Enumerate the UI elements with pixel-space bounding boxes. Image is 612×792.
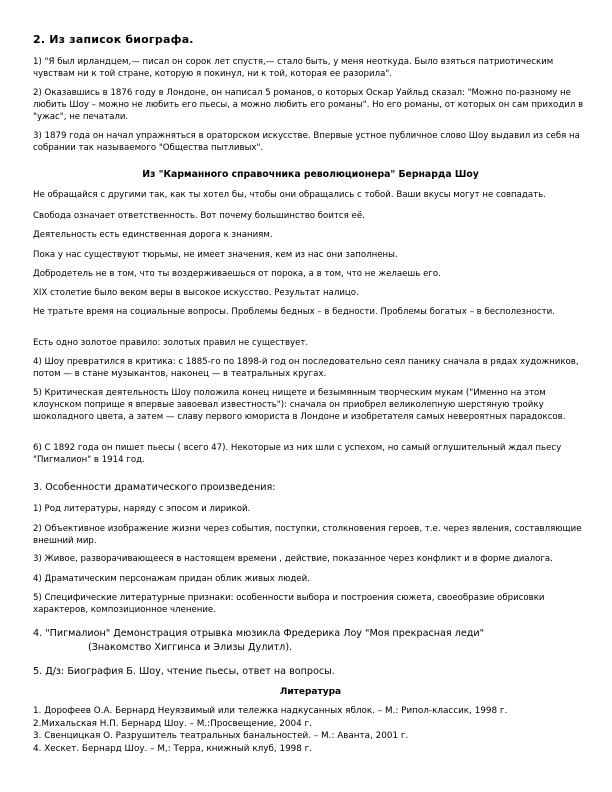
section3-item-2: 2) Объективное изображение жизни через события, поступки, столкновения героев, т.е. через явления, составляющие внешний мир. xyxy=(33,524,582,546)
homework-line: 5. Д/з: Биография Б. Шоу, чтение пьесы, ответ на вопросы. xyxy=(33,666,335,677)
literature-heading: Литература xyxy=(279,687,342,697)
section4-line-1: 4. "Пигмалион" Демонстрация отрывка мюзикла Фредерика Лоу "Моя прекрасная леди" xyxy=(33,628,485,639)
section3-item-5: 5) Специфические литературные признаки: особенности выбора и построения сюжета, своеобразие обрисовки характеров, композиционное членение. xyxy=(33,593,545,615)
section2-item-2: 2) Оказавшись в 1876 году в Лондоне, он написал 5 романов, о которых Оскар Уайльд сказал: "Можно по-разному не любить Шоу – можно не любить его пьесы, а можно любить его романы". Но его романы, от которых он сам приходил в "ужас", не печатали. xyxy=(33,88,584,122)
literature-item-2: 2.Михальская Н.П. Бернард Шоу. – М.:Просвещение, 2004 г. xyxy=(33,719,312,729)
handbook-quote-8: Есть одно золотое правило: золотых правил не существует. xyxy=(33,338,309,348)
biography-item-5: 5) Критическая деятельность Шоу положила конец нищете и безымянным творческим мукам ("Именно на этом клоунском поприще я впервые завоевал известность"): сначала он приобрел великолепную шерстяную тройку шоколадного цвета, а затем — славу первого юмориста в Лондоне и изобретателя самых невероятных парадоксов. xyxy=(33,388,566,422)
biography-item-6: 6) С 1892 года он пишет пьесы ( всего 47). Некоторые из них шли с успехом, но самый оглушительный ждал пьесу "Пигмалион" в 1914 год. xyxy=(33,443,562,465)
handbook-quote-7: Не тратьте время на социальные вопросы. Проблемы бедных – в бедности. Проблемы богатых – в бесполезности. xyxy=(33,307,555,317)
section3-item-3: 3) Живое, разворачивающееся в настоящем времени , действие, показанное через конфликт и в форме диалога. xyxy=(33,554,553,564)
handbook-quote-4: Пока у нас существуют тюрьмы, не имеет значения, кем из нас они заполнены. xyxy=(33,250,398,260)
section3-heading: 3. Особенности драматического произведения: xyxy=(33,482,276,493)
literature-item-1: 1. Дорофеев О.А. Бернард Неуязвимый или тележка надкусанных яблок. – М.: Рипол-классик, 1998 г. xyxy=(33,706,508,716)
literature-item-4: 4. Хескет. Бернард Шоу. – М,: Терра, книжный клуб, 1998 г. xyxy=(33,744,313,754)
section2-heading: 2. Из записок биографа. xyxy=(33,33,194,46)
section3-item-4: 4) Драматическим персонажам придан облик живых людей. xyxy=(33,574,310,584)
literature-item-3: 3. Свенцицкая О. Разрушитель театральных банальностей. – М.: Аванта, 2001 г. xyxy=(33,731,409,741)
handbook-quote-3: Деятельность есть единственная дорога к знаниям. xyxy=(33,230,273,240)
handbook-quote-2: Свобода означает ответственность. Вот почему большинство боится её. xyxy=(33,211,365,221)
handbook-quote-6: XIX столетие было веком веры в высокое искусство. Результат налицо. xyxy=(33,288,359,298)
handbook-quote-5: Добродетель не в том, что ты воздерживаешься от порока, а в том, что не желаешь его. xyxy=(33,269,441,279)
section3-item-1: 1) Род литературы, наряду с эпосом и лирикой. xyxy=(33,504,251,514)
handbook-quote-1: Не обращайся с другими так, как ты хотел бы, чтобы они обращались с тобой. Ваши вкусы могут не совпадать. xyxy=(33,190,546,200)
section2-item-1: 1) "Я был ирландцем,— писал он сорок лет спустя,— стало быть, у меня неоткуда. Было взяться патриотическим чувствам ни к той стране, которую я покинул, ни к той, которая ее разорила". xyxy=(33,57,554,79)
handbook-heading: Из "Карманного справочника революционера" Бернарда Шоу xyxy=(142,169,479,180)
biography-item-4: 4) Шоу превратился в критика: с 1885-го по 1898-й год он последовательно сеял панику сначала в рядах художников, потом — в стане музыкантов, наконец — в театральных кругах. xyxy=(33,357,579,379)
section4-line-2: (Знакомство Хиггинса и Элизы Дулитл). xyxy=(88,642,293,653)
section2-item-3: 3) 1879 года он начал упражняться в ораторском искусстве. Впервые устное публичное слово Шоу выдавил из себя на собрании так называемого "Общества пытливых". xyxy=(33,131,580,153)
